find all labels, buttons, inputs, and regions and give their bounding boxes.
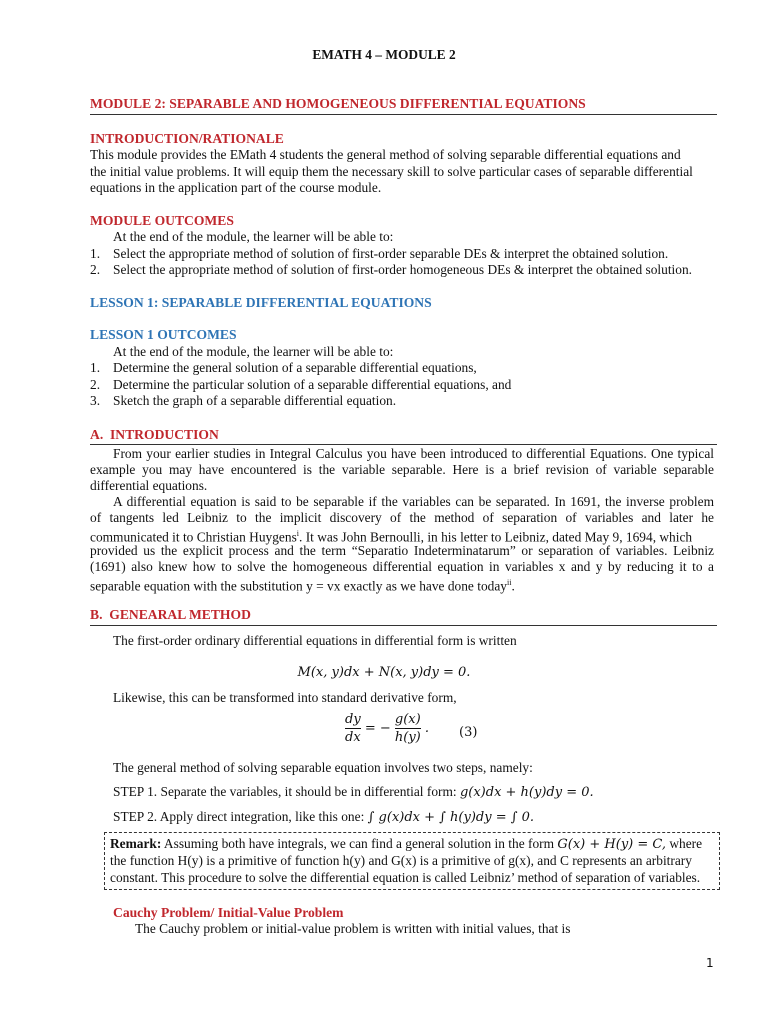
section-a-para2-line: provided us the explicit process and the term “Separatio Indeterminatarum” or separation of variables. Leibniz xyxy=(90,543,714,558)
step2-text: STEP 2. Apply direct integration, like this one: xyxy=(113,809,368,824)
substitution-text: separable equation with the substitution y = vx exactly as we have done today xyxy=(90,578,507,594)
fraction-bar xyxy=(345,728,361,729)
fraction-numerator: g(x) xyxy=(394,712,421,727)
module-title: MODULE 2: SEPARABLE AND HOMOGENEOUS DIFFERENTIAL EQUATIONS xyxy=(90,96,586,111)
step1-equation: g(x)dx + h(y)dy = 0. xyxy=(459,785,594,800)
fraction-g-h xyxy=(395,712,421,745)
remark-line: constant. This procedure to solve the differential equation is called Leibniz’ method of separation of variables. xyxy=(110,870,701,885)
section-a-para1-line: From your earlier studies in Integral Calculus you have been introduced to differential Equations. One typical xyxy=(113,446,714,461)
footnote-marker[interactable]: ii xyxy=(506,578,512,587)
section-a-rule xyxy=(90,444,717,445)
equation-differential-form: M(x, y)dx + N(x, y)dy = 0. xyxy=(297,665,471,680)
fraction-numerator: dy xyxy=(345,712,361,727)
remark-line: the function H(y) is a primitive of function h(y) and G(x) is a primitive of g(x), and C represents an arbitrary xyxy=(110,853,692,868)
page-number: 1 xyxy=(706,956,714,970)
module-title-rule xyxy=(90,114,717,115)
section-a-para2-line: of tangents led Leibniz to the implicit discovery of the method of separation of variables and later he xyxy=(90,510,714,525)
module-outcome-number: 1. xyxy=(90,246,101,261)
section-a-heading: A. INTRODUCTION xyxy=(90,427,219,442)
lesson1-outcome-text: Sketch the graph of a separable differential equation. xyxy=(113,393,397,408)
step1-text: STEP 1. Separate the variables, it should be in differential form: xyxy=(113,784,460,799)
intro-rationale-heading: INTRODUCTION/RATIONALE xyxy=(90,131,284,146)
step2-line xyxy=(113,809,534,827)
huygens-text: communicated it to Christian Huygens xyxy=(90,529,297,545)
section-a-para1-line: example you may have encountered is the variable separable. Here is a brief revision of variable separable xyxy=(90,462,714,477)
cauchy-line: The Cauchy problem or initial-value problem is written with initial values, that is xyxy=(135,921,571,936)
remark-text: where xyxy=(666,836,703,851)
fraction-denominator: dx xyxy=(345,730,361,745)
lesson1-outcomes-lead: At the end of the module, the learner will be able to: xyxy=(113,344,394,359)
step1-line xyxy=(113,784,594,802)
cauchy-heading: Cauchy Problem/ Initial-Value Problem xyxy=(113,905,344,920)
section-b-line2: Likewise, this can be transformed into standard derivative form, xyxy=(113,690,457,705)
bernoulli-text: . It was John Bernoulli, in his letter to Leibniz, dated May 9, 1694, which xyxy=(299,529,693,545)
footnote-marker[interactable]: i xyxy=(296,529,300,538)
section-b-line3: The general method of solving separable equation involves two steps, namely: xyxy=(113,760,533,775)
section-a-para2-line xyxy=(90,575,515,595)
lesson1-outcome-number: 2. xyxy=(90,377,101,392)
intro-rationale-line: the initial value problems. It will equip them the necessary skill to solve particular cases of separable differential xyxy=(90,164,693,179)
section-a-para2-line: A differential equation is said to be separable if the variables can be separated. In 1691, the inverse problem xyxy=(113,494,714,509)
lesson1-outcome-text: Determine the particular solution of a separable differential equations, and xyxy=(113,377,512,392)
lesson1-outcomes-heading: LESSON 1 OUTCOMES xyxy=(90,327,237,342)
section-b-rule xyxy=(90,625,717,626)
lesson1-outcome-text: Determine the general solution of a separable differential equations, xyxy=(113,360,477,375)
fraction-dy-dx xyxy=(345,712,361,745)
section-a-para1-line: differential equations. xyxy=(90,478,208,493)
document-header: EMATH 4 – MODULE 2 xyxy=(312,47,456,62)
remark-equation: G(x) + H(y) = C, xyxy=(557,837,667,852)
section-b-heading: B. GENEARAL METHOD xyxy=(90,607,251,622)
module-outcome-text: Select the appropriate method of solution of first-order separable DEs & interpret the obtained solution. xyxy=(113,246,669,261)
remark-text: Assuming both have integrals, we can find a general solution in the form xyxy=(161,836,558,851)
equation-period: . xyxy=(424,721,430,736)
remark-label: Remark: xyxy=(110,836,162,851)
period: . xyxy=(511,578,515,594)
fraction-denominator: h(y) xyxy=(394,730,421,745)
lesson1-outcome-number: 1. xyxy=(90,360,101,375)
module-outcome-text: Select the appropriate method of solution of first-order homogeneous DEs & interpret the obtained solution. xyxy=(113,262,693,277)
lesson1-title: LESSON 1: SEPARABLE DIFFERENTIAL EQUATIONS xyxy=(90,295,432,310)
module-outcomes-heading: MODULE OUTCOMES xyxy=(90,213,234,228)
equals-minus: = − xyxy=(364,721,391,736)
section-b-line1: The first-order ordinary differential equations in differential form is written xyxy=(113,633,517,648)
lesson1-outcome-number: 3. xyxy=(90,393,101,408)
step2-equation: ∫ g(x)dx + ∫ h(y)dy = ∫ 0. xyxy=(367,810,535,825)
fraction-bar xyxy=(395,728,421,729)
section-a-para2-line: (1691) also knew how to solve the homogeneous differential equation in variables x and y by reducing it to a xyxy=(90,559,714,574)
equation-derivative-form xyxy=(345,712,429,745)
remark-line xyxy=(110,836,702,854)
intro-rationale-line: This module provides the EMath 4 students the general method of solving separable differential equations and xyxy=(90,147,681,162)
intro-rationale-line: equations in the application part of the course module. xyxy=(90,180,382,195)
module-outcome-number: 2. xyxy=(90,262,101,277)
module-outcomes-lead: At the end of the module, the learner will be able to: xyxy=(113,229,394,244)
equation-number: (3) xyxy=(459,725,478,740)
